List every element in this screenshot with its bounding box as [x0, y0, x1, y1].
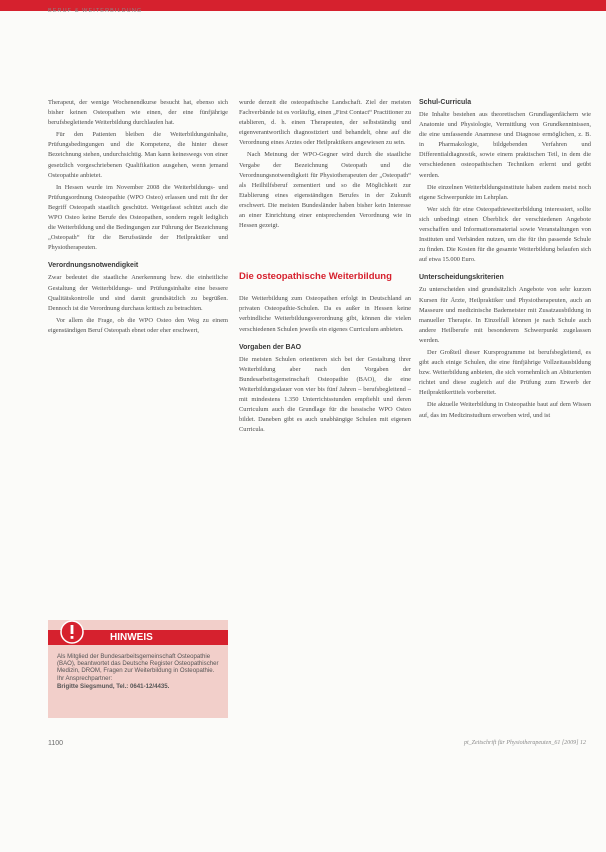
- column-3: [419, 98, 591, 423]
- paragraph: Für den Patienten bleiben die Weiterbildungsinhalte, Prüfungsbedingungen und die Kompetenz, die hinter dieser Bezeichnung stehen, undurchsichtig. Man kann keineswegs von einer gesetzlich vorgeschriebenen Qualifikation ausgehen, wenn jemand Osteopathie anbietet.: [48, 131, 228, 179]
- paragraph: Zwar bedeutet die staatliche Anerkennung bzw. die einheitliche Gestaltung der Weiterbildungs- und Prüfungsinhalte eine bessere Qualitätskontrolle und sind damit grundsätzlich zu begrüßen. Dennoch ist die Verordnung durchaus kritisch zu betrachten.: [48, 274, 228, 312]
- section-heading: Unterscheidungskriterien: [419, 274, 504, 282]
- section-heading: Schul-Curricula: [419, 99, 472, 106]
- paragraph: Vor allem die Frage, ob die WPO Osteo den Weg zu einem eigenständigen Beruf Osteopath ebnet oder eher erschwert,: [48, 316, 228, 334]
- paragraph: Therapeut, der wenige Wochenendkurse besucht hat, ebenso sich bisher keinen Osteopathen wie einen, der eine fünfjährige berufsbegleitende Weiterbildung durchlaufen hat.: [48, 99, 228, 127]
- running-head: BERUF & WEITERBILDUNG: [48, 8, 143, 14]
- section-heading: Verordnungsnotwendigkeit: [48, 262, 139, 270]
- chapter-heading: Die osteopathische Weiterbildung: [239, 271, 392, 283]
- journal-footer: pt_Zeitschrift für Physiotherapeuten_61 [2009] 12: [464, 740, 586, 746]
- column-2: [239, 98, 411, 437]
- paragraph: Die einzelnen Weiterbildungsinstitute haben zudem meist noch eigene Schwerpunkte im Lehrplan.: [419, 183, 591, 201]
- exclamation-icon: [60, 620, 84, 644]
- paragraph: Die Weiterbildung zum Osteopathen erfolgt in Deutschland an privaten Osteopathie-Schulen. Da es außer in Hessen keine verbindliche Weiterbildungsverordnung gibt, können die vielen verschiedenen Schulen jeweils ein eigenes Curriculum anbieten.: [239, 295, 411, 333]
- paragraph: In Hessen wurde im November 2008 die Weiterbildungs- und Prüfungsordnung Osteopathie (WPO Osteo) erlassen und mit ihr der Begriff Osteopath staatlich geschützt. Weitgefasst schützt auch die WPO Osteo keine Berufe des Osteopathen, sondern regelt lediglich die Weiterbildung und die Bedingungen zur Führung der Bezeichnung „Osteopath“ für die Berufsstände der Heilpraktiker und Physiotherapeuten.: [48, 183, 228, 252]
- paragraph: Zu unterscheiden sind grundsätzlich Angebote von sehr kurzen Kursen für Ärzte, Heilpraktiker und Physiotherapeuten, auch an Masseure und medizinische Bademeister mit Zusatzausbildung in manueller Therapie. In Einzelfall können je nach Schule auch andere Heilberufe mit besonderem Schwerpunkt zugelassen werden.: [419, 286, 591, 344]
- hinweis-contact: Brigitte Siegsmund, Tel.: 0641-12/4435.: [57, 682, 170, 690]
- paragraph: Nach Meinung der WPO-Gegner wird durch die staatliche Vergabe der Bezeichnung Osteopath und die Verordnungsnotwendigkeit für Physiotherapeuten der „Osteopath“ als Heilhilfsberuf zementiert und so die Möglichkeit zur Etablierung eines eigenständigen Berufes in der Zukunft erschwert. Die meisten Bundesländer haben bisher kein Interesse an einer Einrichtung einer entsprechenden Verordnung wie in Hessen gezeigt.: [239, 151, 411, 230]
- hinweis-box: [48, 620, 228, 718]
- section-heading: Vorgaben der BAO: [239, 343, 302, 351]
- page-number: 1100: [48, 740, 64, 747]
- paragraph: Die meisten Schulen orientieren sich bei der Gestaltung ihrer Weiterbildung aber nach den Vorgaben der Bundesarbeitsgemeinschaft Osteopathie (BAO), die eine Weiterbildungsdauer von vier bis fünf Jahren – berufsbegleitend – mit mindestens 1.350 Unterrichtsstunden empfiehlt und deren Curriculum auch die Grundlage für die hessische WPO Osteo bildet. Daneben gibt es auch unabhängige Schulen mit eigenen Curricula.: [239, 355, 411, 434]
- paragraph: Der Großteil dieser Kursprogramme ist berufsbegleitend, es gibt auch einige Schulen, die eine fünfjährige Vollzeitausbildung bzw. Weiterbildung anbieten, die sich vornehmlich an Abiturienten richtet und diese zugleich auf die Prüfung zum Erwerb der Heilpraktikertitels vorbereitet.: [419, 348, 591, 397]
- hinweis-body: [57, 653, 223, 690]
- hinweis-title: HINWEIS: [110, 632, 153, 643]
- paragraph: Wer sich für eine Osteopathieweiterbildung interessiert, sollte sich unbedingt einen Überblick der verschiedenen Angebote verschaffen und Informationsmaterial sowie Veranstaltungen von Instituten und Verbänden nutzen, um die für ihn passende Schule zu finden. Die Kosten für die gesamte Weiterbildung belaufen sich auf etwa 15.000 Euro.: [419, 205, 591, 264]
- paragraph: wurde derzeit die osteopathische Landschaft. Ziel der meisten Fachverbände ist es vorläufig, einen „First Contact“ Practitioner zu etablieren, d. h. einen Therapeuten, der selbstständig und eigenverantwortlich diagnostiziert und behandelt, ohne auf die Verordnung eines Arztes oder Heilpraktikers angewiesen zu sein.: [239, 99, 411, 147]
- paragraph: Die Inhalte bestehen aus theoretischen Grundlagenfächern wie Anatomie und Physiologie, Vermittlung von Grundkenntnissen, die eine umfassende Anamnese und Diagnose ermöglichen, z. B. in Pharmakologie, bildgebenden Verfahren und Differentialdiagnostik, sowie einem praktischen Teil, in dem die verschiedenen osteopathischen Techniken erlernt und geübt werden.: [419, 111, 591, 179]
- column-1: [48, 98, 228, 338]
- hinweis-text: Als Mitglied der Bundesarbeitsgemeinschaft Osteopathie (BAO), beantwortet das Deutsche Register Osteopathischer Medizin, DROM, Fragen zur Weiterbildung in Osteopathie. Ihr Ansprechpartner:: [57, 653, 219, 682]
- paragraph: Die aktuelle Weiterbildung in Osteopathie baut auf dem Wissen auf, das im Medizinstudium erworben wird, und ist: [419, 401, 591, 419]
